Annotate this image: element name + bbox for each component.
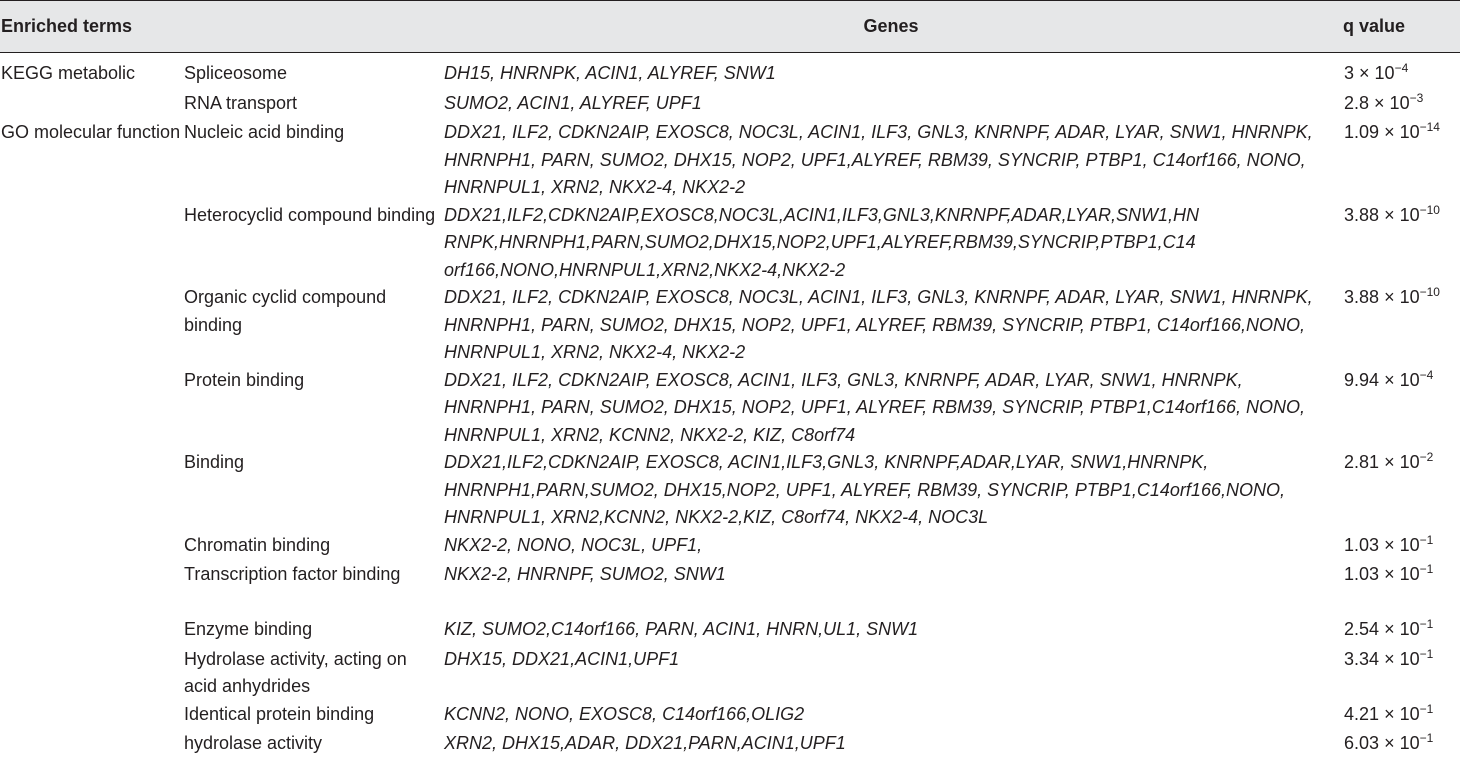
q-value-cell [1338,119,1460,202]
category-cell [0,90,184,120]
term-cell: RNA transport [184,92,298,113]
q-exponent: −1 [1419,617,1434,631]
q-value-cell [1338,561,1460,616]
genes-cell: NKX2-2, HNRNPF, SUMO2, SNW1 [444,564,726,584]
times-ten: × 10 [1379,287,1420,307]
category-cell [0,367,184,450]
q-mantissa: 3.34 [1344,648,1380,669]
category-cell [0,532,184,562]
table-row [0,449,1460,532]
header-enriched-terms: Enriched terms [0,1,444,53]
times-ten: × 10 [1379,369,1420,390]
term-cell: Spliceosome [184,63,288,83]
category-cell [0,561,184,616]
q-value-cell [1338,90,1460,120]
q-value-cell [1338,646,1460,701]
table-row [0,90,1460,120]
q-mantissa: 1.09 [1344,122,1380,142]
genes-cell: DDX21, ILF2, CDKN2AIP, EXOSC8, NOC3L, ACIN1, ILF3, GNL3, KNRNPF, ADAR, LYAR, SNW1, HNRNPK, HNRNPH1, PARN, SUMO2, DHX15, NOP2, UPF1,ALYREF, RBM39, SYNCRIP, PTBP1, C14orf166, NONO, HNRNPUL1, XRN2, NKX2-4, NKX2-2 [444,122,1313,197]
category-cell [0,616,184,646]
q-mantissa: 1.03 [1344,534,1380,555]
q-mantissa: 2.8 [1344,92,1370,113]
q-mantissa: 2.54 [1344,619,1380,639]
times-ten: × 10 [1379,564,1420,584]
genes-cell: DDX21, ILF2, CDKN2AIP, EXOSC8, NOC3L, ACIN1, ILF3, GNL3, KNRNPF, ADAR, LYAR, SNW1, HNRNPK, HNRNPH1, PARN, SUMO2, DHX15, NOP2, UPF1, ALYREF, RBM39, SYNCRIP, PTBP1, C14orf166,NONO, HNRNPUL1, XRN2, NKX2-4, NKX2-2 [444,287,1313,362]
category-cell: KEGG metabolic [1,63,136,83]
times-ten: × 10 [1379,204,1420,225]
times-ten: × 10 [1354,63,1395,83]
term-cell: Nucleic acid binding [184,122,345,142]
term-cell: Binding [184,452,245,472]
q-value-cell [1338,53,1460,90]
genes-cell: SUMO2, ACIN1, ALYREF, UPF1 [444,92,702,113]
table-row [0,367,1460,450]
table-row [0,53,1460,90]
category-cell [0,449,184,532]
q-exponent: −1 [1419,532,1434,547]
q-value-cell [1338,284,1460,367]
times-ten: × 10 [1369,92,1410,113]
term-cell: hydrolase activity [184,733,323,753]
term-cell: Hydrolase activity, acting on acid anhydrides [184,648,407,696]
table-row [0,532,1460,562]
category-cell [0,284,184,367]
table-row [0,646,1460,701]
q-mantissa: 1.03 [1344,564,1380,584]
q-value-cell [1338,532,1460,562]
genes-cell: DH15, HNRNPK, ACIN1, ALYREF, SNW1 [444,63,776,83]
q-exponent: −1 [1419,562,1434,576]
q-mantissa: 2.81 [1344,452,1380,472]
q-exponent: −4 [1419,367,1434,382]
genes-cell: DDX21, ILF2, CDKN2AIP, EXOSC8, ACIN1, ILF3, GNL3, KNRNPF, ADAR, LYAR, SNW1, HNRNPK, HNRNPH1, PARN, SUMO2, DHX15, NOP2, UPF1, ALYREF, RBM39, SYNCRIP, PTBP1,C14orf166, NONO, HNRNPUL1, XRN2, KCNN2, NKX2-2, KIZ, C8orf74 [444,369,1305,445]
table-header-row [0,1,1460,53]
q-exponent: −14 [1419,120,1440,134]
times-ten: × 10 [1379,648,1420,669]
table-row [0,119,1460,202]
q-mantissa: 3 [1344,63,1355,83]
category-cell [0,646,184,701]
times-ten: × 10 [1379,452,1420,472]
times-ten: × 10 [1379,122,1420,142]
category-cell [0,202,184,285]
genes-cell: DDX21,ILF2,CDKN2AIP,EXOSC8,NOC3L,ACIN1,ILF3,GNL3,KNRNPF,ADAR,LYAR,SNW1,HN RNPK,HNRNPH1,PARN,SUMO2,DHX15,NOP2,UPF1,ALYREF,RBM39,SYNCRIP,PTBP1,C14 orf166,NONO,HNRNPUL1,XRN2,NKX2-4,NKX2-2 [444,204,1199,280]
q-mantissa: 3.88 [1344,287,1380,307]
term-cell: Transcription factor binding [184,564,401,584]
q-exponent: −10 [1419,285,1440,299]
times-ten: × 10 [1379,703,1420,724]
term-cell: Chromatin binding [184,534,331,555]
times-ten: × 10 [1379,733,1420,753]
term-cell: Protein binding [184,369,305,390]
q-value-cell [1338,202,1460,285]
term-cell: Heterocyclid compound binding [184,204,436,225]
q-value-cell [1338,701,1460,731]
times-ten: × 10 [1379,534,1420,555]
genes-cell: DDX21,ILF2,CDKN2AIP, EXOSC8, ACIN1,ILF3,GNL3, KNRNPF,ADAR,LYAR, SNW1,HNRNPK, HNRNPH1,PARN,SUMO2, DHX15,NOP2, UPF1, ALYREF, RBM39, SYNCRIP, PTBP1,C14orf166,NONO, HNRNPUL1, XRN2,KCNN2, NKX2-2,KIZ, C8orf74, NKX2-4, NOC3L [444,452,1285,527]
q-value-cell [1338,449,1460,532]
q-value-cell [1338,616,1460,646]
q-mantissa: 9.94 [1344,369,1380,390]
q-exponent: −10 [1419,202,1440,217]
term-cell: Identical protein binding [184,703,375,724]
term-cell: Organic cyclid compound binding [184,287,387,335]
genes-cell: XRN2, DHX15,ADAR, DDX21,PARN,ACIN1,UPF1 [444,733,846,753]
q-mantissa: 6.03 [1344,733,1380,753]
q-mantissa: 3.88 [1344,204,1380,225]
q-mantissa: 4.21 [1344,703,1380,724]
q-exponent: −1 [1419,731,1434,745]
table-row [0,284,1460,367]
q-exponent: −1 [1419,701,1434,716]
q-exponent: −2 [1419,450,1434,464]
header-genes: Genes [444,1,1338,53]
genes-cell: NKX2-2, NONO, NOC3L, UPF1, [444,534,703,555]
q-exponent: −4 [1394,61,1409,75]
q-value-cell [1338,367,1460,450]
table-row [0,701,1460,731]
table-row [0,202,1460,285]
category-cell [0,701,184,731]
table-row [0,616,1460,646]
times-ten: × 10 [1379,619,1420,639]
term-cell: Enzyme binding [184,619,313,639]
header-q-value: q value [1338,1,1460,53]
category-cell: GO molecular function [1,122,181,142]
genes-cell: KCNN2, NONO, EXOSC8, C14orf166,OLIG2 [444,703,805,724]
q-exponent: −1 [1419,646,1434,661]
table-body [0,53,1460,760]
table-row [0,561,1460,616]
q-exponent: −3 [1409,90,1424,105]
genes-cell: KIZ, SUMO2,C14orf166, PARN, ACIN1, HNRN,UL1, SNW1 [444,619,919,639]
genes-cell: DHX15, DDX21,ACIN1,UPF1 [444,648,680,669]
